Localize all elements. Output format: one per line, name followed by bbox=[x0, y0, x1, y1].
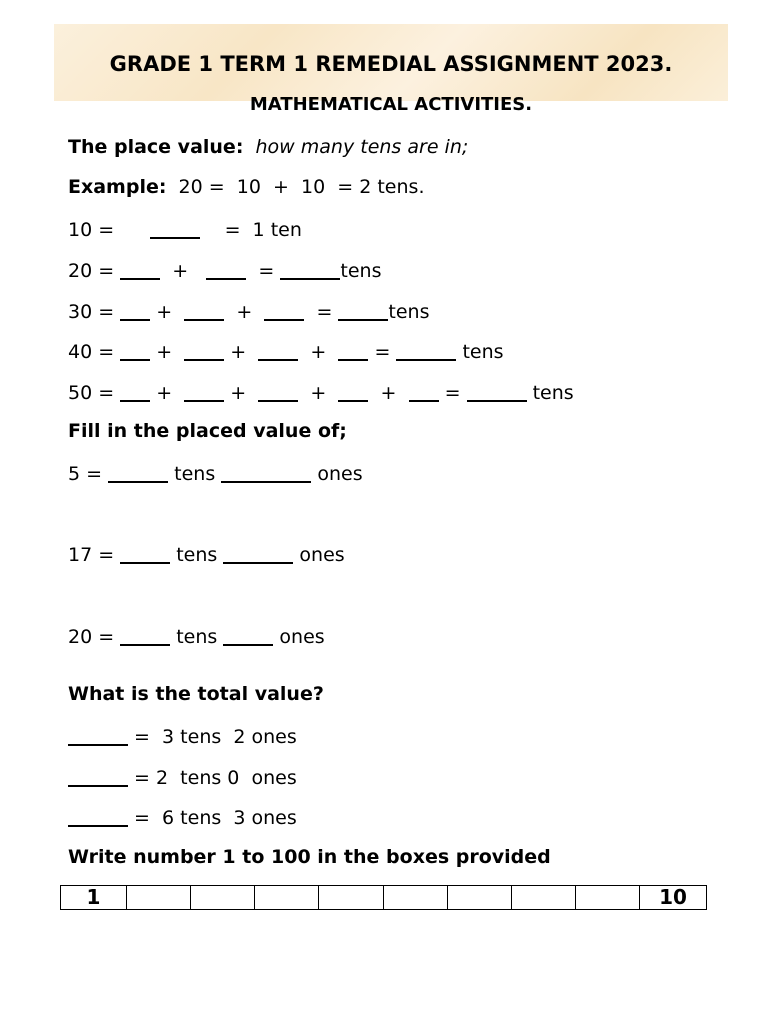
plus-sign: + bbox=[236, 301, 253, 323]
tens-row-50 bbox=[68, 379, 574, 405]
total-value-text: = 6 tens 3 ones bbox=[134, 807, 297, 829]
plus-sign: + bbox=[156, 301, 173, 323]
answer-blank[interactable] bbox=[258, 341, 298, 361]
plus-sign: + bbox=[230, 341, 247, 363]
plus-sign: + bbox=[172, 260, 189, 282]
ones-blank[interactable] bbox=[223, 626, 273, 646]
tens-blank[interactable] bbox=[120, 544, 170, 564]
number-cell[interactable]: 10 bbox=[640, 886, 707, 910]
plus-sign: + bbox=[230, 382, 247, 404]
answer-blank[interactable] bbox=[338, 382, 368, 402]
tens-row-40 bbox=[68, 338, 504, 364]
plus-sign: + bbox=[310, 341, 327, 363]
plus-sign: + bbox=[380, 382, 397, 404]
tens-blank[interactable] bbox=[108, 463, 168, 483]
fill-place-item-20 bbox=[68, 623, 325, 649]
tens-blank[interactable] bbox=[120, 626, 170, 646]
example-text: 20 = 10 + 10 = 2 tens. bbox=[178, 176, 425, 198]
tens-row-30 bbox=[68, 298, 430, 324]
row-lead: 30 = bbox=[68, 301, 115, 323]
total-value-heading: What is the total value? bbox=[68, 683, 324, 705]
equals-sign: = bbox=[316, 301, 333, 323]
equals-sign: = bbox=[258, 260, 275, 282]
number-cell[interactable] bbox=[191, 886, 255, 910]
example-line bbox=[68, 175, 424, 199]
row-lead: 10 = bbox=[68, 219, 115, 241]
answer-blank[interactable] bbox=[258, 382, 298, 402]
number-cell[interactable] bbox=[319, 886, 383, 910]
number-cell[interactable] bbox=[511, 886, 575, 910]
total-value-item-2 bbox=[68, 764, 297, 790]
tens-label: tens bbox=[174, 463, 216, 485]
plus-sign: + bbox=[156, 382, 173, 404]
answer-blank[interactable] bbox=[150, 219, 200, 239]
tens-label: tens bbox=[176, 626, 218, 648]
place-value-line bbox=[68, 135, 468, 159]
answer-blank[interactable] bbox=[184, 382, 224, 402]
plus-sign: + bbox=[310, 382, 327, 404]
total-value-text: = 2 tens 0 ones bbox=[134, 767, 297, 789]
row-result: = 1 ten bbox=[224, 219, 302, 241]
answer-blank[interactable] bbox=[396, 341, 456, 361]
answer-blank[interactable] bbox=[120, 382, 150, 402]
row-lead: 20 = bbox=[68, 260, 115, 282]
place-value-heading: The place value: bbox=[68, 136, 244, 158]
answer-blank[interactable] bbox=[120, 341, 150, 361]
answer-blank[interactable] bbox=[184, 301, 224, 321]
tens-label: tens bbox=[532, 382, 574, 404]
tens-label: tens bbox=[388, 301, 430, 323]
item-lead: 5 = bbox=[68, 463, 103, 485]
total-value-text: = 3 tens 2 ones bbox=[134, 726, 297, 748]
tens-label: tens bbox=[462, 341, 504, 363]
total-value-item-3 bbox=[68, 804, 297, 830]
tens-label: tens bbox=[340, 260, 382, 282]
ones-label: ones bbox=[279, 626, 325, 648]
answer-blank[interactable] bbox=[338, 301, 388, 321]
ones-blank[interactable] bbox=[221, 463, 311, 483]
fill-place-heading: Fill in the placed value of; bbox=[68, 420, 347, 442]
total-value-item-1 bbox=[68, 723, 297, 749]
number-cell[interactable] bbox=[127, 886, 191, 910]
tens-row-10 bbox=[68, 216, 302, 242]
fill-place-item-17 bbox=[68, 541, 345, 567]
plus-sign: + bbox=[156, 341, 173, 363]
assignment-title: GRADE 1 TERM 1 REMEDIAL ASSIGNMENT 2023. bbox=[109, 52, 673, 76]
number-cell[interactable] bbox=[447, 886, 511, 910]
item-lead: 20 = bbox=[68, 626, 115, 648]
assignment-subtitle: MATHEMATICAL ACTIVITIES. bbox=[249, 94, 533, 115]
place-value-instruction: how many tens are in; bbox=[255, 136, 469, 158]
answer-blank[interactable] bbox=[68, 726, 128, 746]
item-lead: 17 = bbox=[68, 544, 115, 566]
ones-label: ones bbox=[299, 544, 345, 566]
ones-label: ones bbox=[317, 463, 363, 485]
tens-label: tens bbox=[176, 544, 218, 566]
header-banner bbox=[54, 24, 728, 115]
number-cell[interactable]: 1 bbox=[61, 886, 127, 910]
number-grid-heading: Write number 1 to 100 in the boxes provided bbox=[68, 846, 551, 868]
answer-blank[interactable] bbox=[338, 341, 368, 361]
answer-blank[interactable] bbox=[68, 807, 128, 827]
answer-blank[interactable] bbox=[409, 382, 439, 402]
ones-blank[interactable] bbox=[223, 544, 293, 564]
number-cell[interactable] bbox=[255, 886, 319, 910]
answer-blank[interactable] bbox=[467, 382, 527, 402]
answer-blank[interactable] bbox=[184, 341, 224, 361]
example-label: Example: bbox=[68, 176, 167, 198]
answer-blank[interactable] bbox=[120, 260, 160, 280]
equals-sign: = bbox=[374, 341, 391, 363]
number-grid bbox=[60, 885, 707, 910]
answer-blank[interactable] bbox=[120, 301, 150, 321]
number-grid-row bbox=[61, 886, 707, 910]
answer-blank[interactable] bbox=[206, 260, 246, 280]
number-cell[interactable] bbox=[575, 886, 639, 910]
answer-blank[interactable] bbox=[68, 767, 128, 787]
answer-blank[interactable] bbox=[264, 301, 304, 321]
number-cell[interactable] bbox=[383, 886, 447, 910]
tens-row-20 bbox=[68, 257, 381, 283]
answer-blank[interactable] bbox=[280, 260, 340, 280]
row-lead: 40 = bbox=[68, 341, 115, 363]
fill-place-item-5 bbox=[68, 460, 363, 486]
equals-sign: = bbox=[444, 382, 461, 404]
row-lead: 50 = bbox=[68, 382, 115, 404]
